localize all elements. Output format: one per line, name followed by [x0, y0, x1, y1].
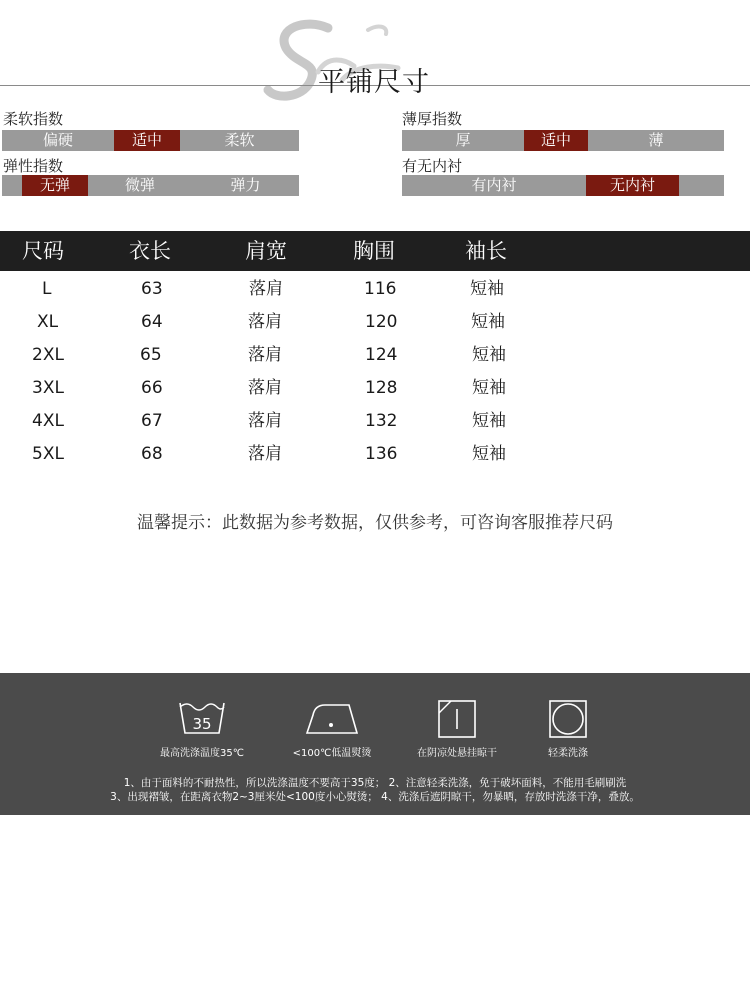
table-row — [0, 306, 750, 339]
lining-spacer — [679, 175, 724, 196]
cell-sleeve: 短袖 — [470, 279, 504, 299]
gentle-clean-icon — [503, 695, 633, 739]
care-instructions-panel — [0, 673, 750, 815]
elasticity-option: 微弹 — [124, 176, 155, 194]
cell-chest: 132 — [365, 411, 398, 431]
thickness-label: 薄厚指数 — [402, 110, 463, 128]
cell-shoulder: 落肩 — [248, 312, 282, 332]
iron-low-icon — [267, 695, 397, 739]
cell-length: 65 — [140, 345, 162, 365]
cell-sleeve: 短袖 — [472, 345, 506, 365]
elasticity-bar — [2, 175, 299, 196]
cell-size: L — [42, 279, 52, 299]
column-header-sleeve: 袖长 — [465, 239, 507, 263]
cell-shoulder: 落肩 — [249, 279, 283, 299]
lining-option-selected: 无内衬 — [586, 175, 679, 196]
cell-sleeve: 短袖 — [472, 411, 506, 431]
cell-chest: 128 — [365, 378, 398, 398]
elasticity-spacer — [2, 175, 22, 196]
elasticity-option: 弹力 — [230, 176, 261, 194]
table-row — [0, 405, 750, 438]
softness-option-selected: 适中 — [114, 130, 180, 151]
cell-shoulder: 落肩 — [248, 345, 282, 365]
cell-chest: 136 — [365, 444, 398, 464]
care-label: 轻柔洗涤 — [548, 748, 588, 759]
cell-length: 68 — [141, 444, 163, 464]
cell-sleeve: 短袖 — [472, 378, 506, 398]
table-row — [0, 372, 750, 405]
cell-length: 67 — [141, 411, 163, 431]
cell-length: 66 — [141, 378, 163, 398]
column-header-length: 衣长 — [129, 239, 171, 263]
column-header-size: 尺码 — [22, 239, 64, 263]
table-row — [0, 273, 750, 306]
thickness-option-selected: 适中 — [524, 130, 588, 151]
thickness-bar — [402, 130, 724, 151]
wash-35-icon — [137, 695, 267, 739]
cell-sleeve: 短袖 — [472, 444, 506, 464]
cell-chest: 120 — [365, 312, 398, 332]
cell-shoulder: 落肩 — [248, 411, 282, 431]
cell-size: 5XL — [32, 444, 64, 464]
cell-size: 4XL — [32, 411, 64, 431]
softness-option: 偏硬 — [42, 131, 73, 149]
cell-chest: 124 — [365, 345, 398, 365]
cell-size: XL — [37, 312, 59, 332]
cell-sleeve: 短袖 — [471, 312, 505, 332]
lining-bar — [402, 175, 724, 196]
table-row — [0, 438, 750, 471]
page-title: 平铺尺寸 — [318, 67, 430, 98]
cell-size: 3XL — [32, 378, 64, 398]
thickness-option: 厚 — [455, 131, 471, 149]
cell-length: 64 — [141, 312, 163, 332]
svg-text:35: 35 — [192, 715, 212, 733]
softness-option: 柔软 — [224, 131, 255, 149]
lining-option: 有内衬 — [471, 176, 517, 194]
column-header-chest: 胸围 — [353, 239, 395, 263]
care-label: 在阴凉处悬挂晾干 — [417, 748, 497, 759]
column-header-shoulder: 肩宽 — [245, 239, 287, 263]
care-label: <100℃低温熨烫 — [292, 748, 372, 759]
softness-bar — [2, 130, 299, 151]
reference-tip: 温馨提示：此数据为参考数据，仅供参考，可咨询客服推荐尺码 — [137, 513, 613, 533]
care-label: 最高洗涤温度35℃ — [160, 748, 244, 759]
elasticity-option-selected: 无弹 — [22, 175, 88, 196]
care-note: 1、由于面料的不耐热性，所以洗涤温度不要高于35度； 2、注意轻柔洗涤，免于破坏面料，不能用毛刷刷洗 — [123, 777, 627, 789]
table-row — [0, 339, 750, 372]
cell-size: 2XL — [32, 345, 64, 365]
cell-chest: 116 — [364, 279, 397, 299]
size-table-header — [0, 231, 750, 271]
page-header — [0, 0, 750, 110]
elasticity-label: 弹性指数 — [3, 157, 64, 175]
care-note: 3、出现褶皱，在距离衣物2~3厘米处<100度小心熨烫； 4、洗涤后遮阴晾干，勿暴晒，存放时洗涤干净，叠放。 — [110, 791, 640, 803]
thickness-option: 薄 — [648, 131, 664, 149]
cell-length: 63 — [141, 279, 163, 299]
cell-shoulder: 落肩 — [248, 378, 282, 398]
cell-shoulder: 落肩 — [248, 444, 282, 464]
lining-label: 有无内衬 — [402, 157, 463, 175]
softness-label: 柔软指数 — [3, 110, 64, 128]
